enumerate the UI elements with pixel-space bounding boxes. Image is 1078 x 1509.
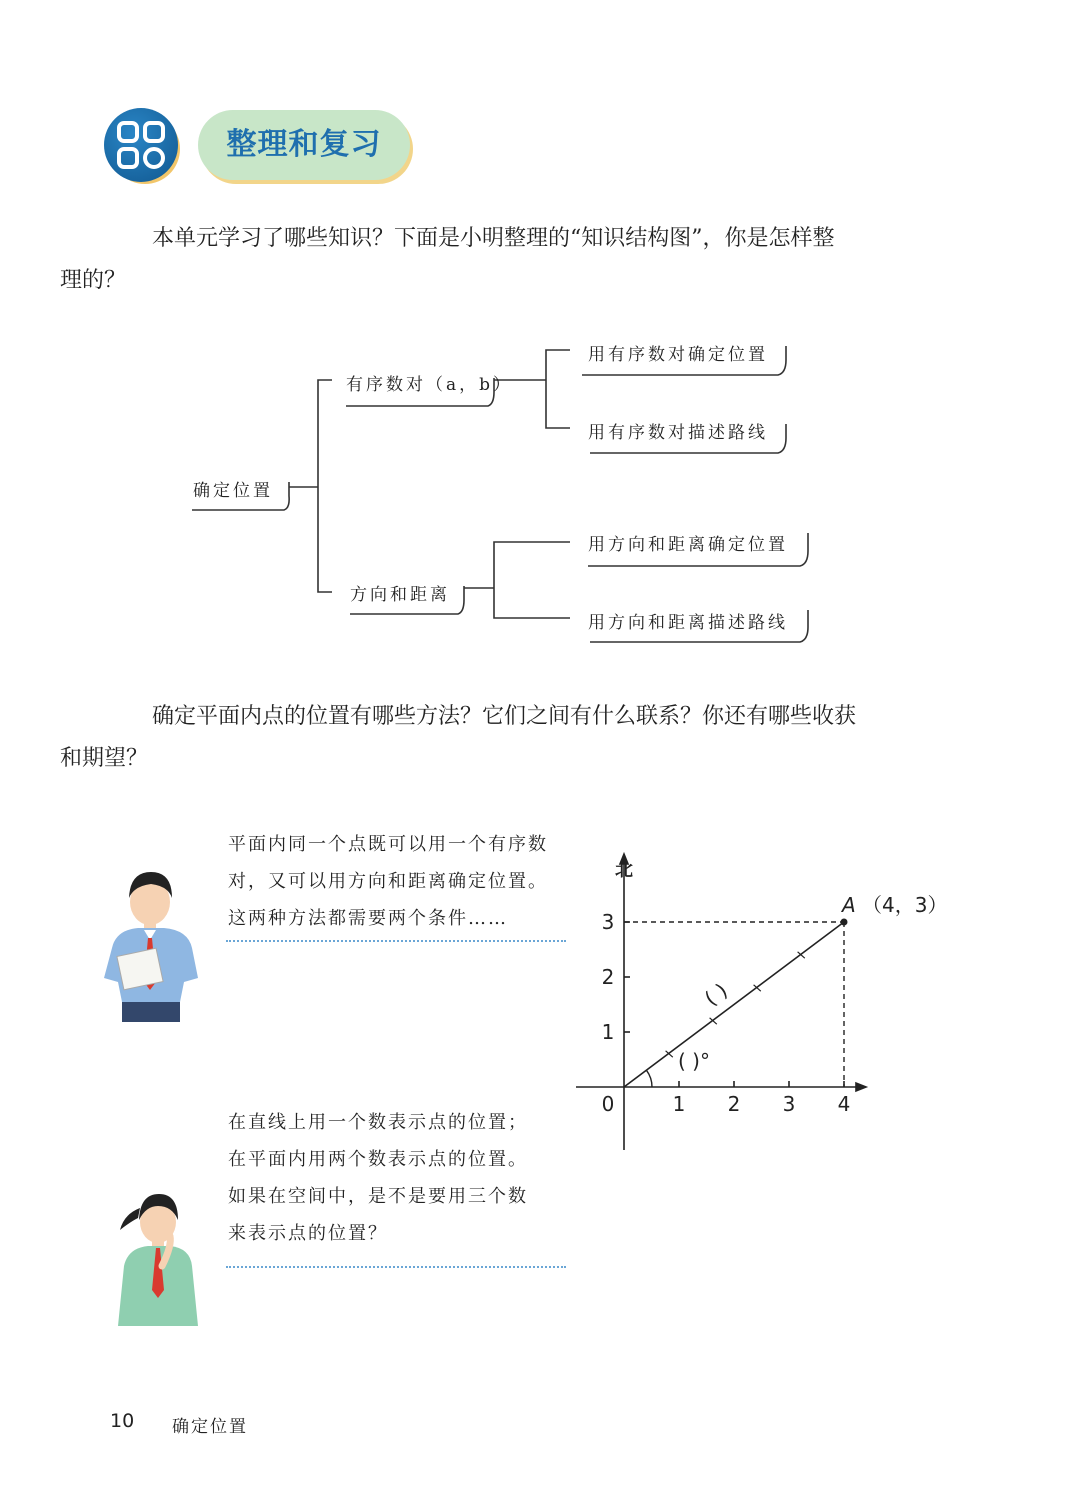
intro-line-1: 本单元学习了哪些知识？下面是小明整理的“知识结构图”，你是怎样整 [152,226,835,251]
tree-branch-1-child-1: 用有序数对确定位置 [588,345,768,365]
x-tick-label: 1 [672,1092,686,1116]
x-tick-label: 0 [601,1092,615,1116]
point-a [841,919,848,926]
point-a-coordinates: （4，3） [862,893,948,917]
ray-to-point-a [624,922,844,1087]
boy-illustration [98,862,204,1024]
y-tick-label: 3 [601,910,615,934]
page-title: 整理和复习 [226,127,382,162]
question-line-2: 和期望？ [60,746,149,771]
angle-blank: ( )° [678,1049,710,1073]
boy-speech-line: 对，又可以用方向和距离确定位置。 [228,871,548,892]
question-paragraph [60,696,936,780]
x-tick-label: 3 [782,1092,796,1116]
boy-speech-divider [226,940,566,942]
girl-speech-line: 如果在空间中，是不是要用三个数 [228,1186,528,1207]
girl-speech-line: 在平面内用两个数表示点的位置。 [228,1149,528,1170]
coordinate-chart [560,850,960,1160]
tree-branch-2-label: 方向和距离 [350,585,450,605]
page-number: 10 [110,1410,135,1432]
girl-speech-line: 在直线上用一个数表示点的位置； [228,1112,528,1133]
tree-branch-2-child-2: 用方向和距离描述路线 [588,613,788,633]
girl-illustration [112,1186,204,1336]
y-tick-label: 2 [601,965,615,989]
x-tick-label: 2 [727,1092,741,1116]
y-tick-label: 1 [601,1020,615,1044]
angle-arc [646,1070,652,1087]
distance-blank: ( ) [699,978,732,1011]
tree-branch-1-child-2: 用有序数对描述路线 [588,423,768,443]
boy-speech-line: 这两种方法都需要两个条件…… [228,908,508,929]
boy-speech-line: 平面内同一个点既可以用一个有序数 [228,834,548,855]
x-tick-label: 4 [837,1092,851,1116]
intro-line-2: 理的？ [60,268,127,293]
girl-speech-line: 来表示点的位置？ [228,1223,388,1244]
footer-section-label: 确定位置 [172,1417,248,1437]
north-label: 北 [615,860,633,881]
knowledge-tree-lines [0,0,1078,700]
point-a-name: A [842,893,856,917]
x-axis-arrow [856,1083,866,1091]
tree-root-label: 确定位置 [193,481,273,501]
tree-branch-2-child-1: 用方向和距离确定位置 [588,535,788,555]
girl-speech-divider [226,1266,566,1268]
question-line-1: 确定平面内点的位置有哪些方法？它们之间有什么联系？你还有哪些收获 [152,704,857,729]
girl-speech [228,1104,528,1252]
boy-speech [228,826,548,937]
tree-branch-1-label: 有序数对（a，b） [346,375,514,395]
